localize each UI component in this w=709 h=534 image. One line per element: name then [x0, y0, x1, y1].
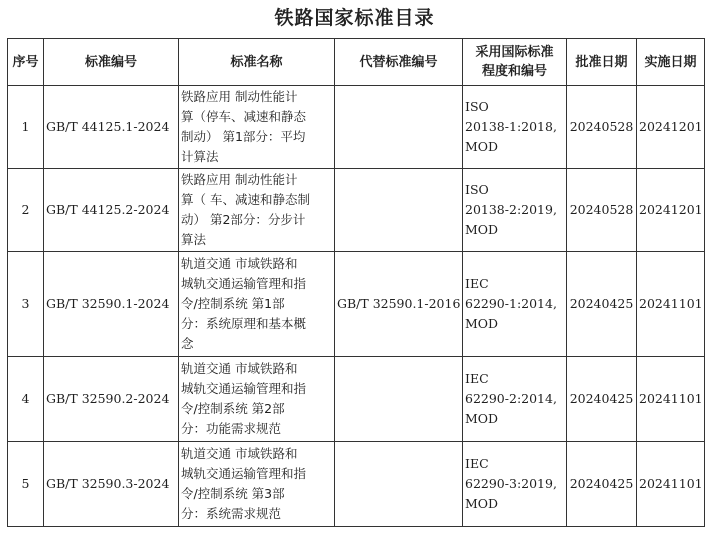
international-standard-line: 20138-2:2019, — [465, 202, 557, 217]
international-standard-line: IEC — [465, 276, 489, 291]
standard-name-line: 分：系统原理和基本概 — [181, 316, 307, 331]
standard-name-line: 分：系统需求规范 — [181, 506, 282, 521]
row-number: 5 — [8, 442, 44, 527]
row-number: 1 — [8, 86, 44, 169]
replaced-standard-code — [335, 86, 463, 169]
header-intl — [463, 39, 567, 86]
table-row — [8, 252, 705, 357]
approval-date: 20240528 — [567, 169, 637, 252]
header-name: 标准名称 — [179, 39, 335, 86]
replaced-standard-code — [335, 169, 463, 252]
international-standard-line: ISO — [465, 99, 489, 114]
standard-name-line: 城轨交通运输管理和指 — [181, 466, 307, 481]
header-intl-line: 程度和编号 — [481, 64, 547, 79]
effective-date: 20241201 — [637, 169, 705, 252]
header-no: 序号 — [8, 39, 44, 86]
standard-code: GB/T 32590.3-2024 — [44, 442, 179, 527]
international-standard — [463, 357, 567, 442]
table-row — [8, 169, 705, 252]
international-standard-line: MOD — [465, 139, 499, 154]
table-header-row — [8, 39, 705, 86]
international-standard — [463, 252, 567, 357]
effective-date: 20241101 — [637, 442, 705, 527]
standard-name-line: 念 — [181, 336, 194, 351]
standard-name-line: 轨道交通 市域铁路和 — [181, 361, 298, 376]
effective-date: 20241101 — [637, 357, 705, 442]
international-standard-line: MOD — [465, 496, 499, 511]
international-standard — [463, 169, 567, 252]
standard-name-line: 动） 第2部分：分步计 — [181, 212, 306, 227]
approval-date: 20240425 — [567, 357, 637, 442]
header-code: 标准编号 — [44, 39, 179, 86]
standard-code: GB/T 32590.1-2024 — [44, 252, 179, 357]
standard-name-line: 算法 — [181, 232, 207, 247]
standard-name-line: 轨道交通 市域铁路和 — [181, 446, 298, 461]
replaced-standard-code: GB/T 32590.1-2016 — [335, 252, 463, 357]
table-row — [8, 442, 705, 527]
standard-name-line: 令/控制系统 第1部 — [181, 296, 285, 311]
standard-code: GB/T 44125.1-2024 — [44, 86, 179, 169]
standard-name — [179, 252, 335, 357]
standard-name-line: 算（ 车、减速和静态制 — [181, 192, 310, 207]
header-approved: 批准日期 — [567, 39, 637, 86]
standard-code: GB/T 44125.2-2024 — [44, 169, 179, 252]
row-number: 3 — [8, 252, 44, 357]
header-effective: 实施日期 — [637, 39, 705, 86]
effective-date: 20241201 — [637, 86, 705, 169]
document-title: 铁路国家标准目录 — [274, 7, 435, 29]
international-standard-line: IEC — [465, 456, 489, 471]
approval-date: 20240528 — [567, 86, 637, 169]
standard-name-line: 制动） 第1部分：平均 — [181, 129, 306, 144]
standards-table — [7, 38, 705, 527]
standard-name — [179, 442, 335, 527]
international-standard-line: 62290-3:2019, — [465, 476, 557, 491]
effective-date: 20241101 — [637, 252, 705, 357]
table-row — [8, 86, 705, 169]
international-standard-line: IEC — [465, 371, 489, 386]
table-row — [8, 357, 705, 442]
international-standard — [463, 442, 567, 527]
international-standard-line: MOD — [465, 411, 499, 426]
international-standard-line: MOD — [465, 222, 499, 237]
replaced-standard-code — [335, 442, 463, 527]
row-number: 4 — [8, 357, 44, 442]
standard-name-line: 轨道交通 市域铁路和 — [181, 256, 298, 271]
header-intl-line: 采用国际标准 — [475, 45, 554, 60]
international-standard-line: 62290-2:2014, — [465, 391, 557, 406]
approval-date: 20240425 — [567, 252, 637, 357]
international-standard — [463, 86, 567, 169]
standard-name-line: 计算法 — [181, 149, 219, 164]
row-number: 2 — [8, 169, 44, 252]
replaced-standard-code — [335, 357, 463, 442]
standard-name — [179, 86, 335, 169]
international-standard-line: 62290-1:2014, — [465, 296, 557, 311]
approval-date: 20240425 — [567, 442, 637, 527]
international-standard-line: ISO — [465, 182, 489, 197]
standard-name-line: 算（停车、减速和静态 — [181, 109, 307, 124]
standard-name-line: 城轨交通运输管理和指 — [181, 276, 307, 291]
standard-name-line: 铁路应用 制动性能计 — [181, 89, 298, 104]
standard-name-line: 令/控制系统 第3部 — [181, 486, 285, 501]
standard-name-line: 铁路应用 制动性能计 — [181, 172, 298, 187]
international-standard-line: MOD — [465, 316, 499, 331]
standard-code: GB/T 32590.2-2024 — [44, 357, 179, 442]
standard-name-line: 分：功能需求规范 — [181, 421, 282, 436]
international-standard-line: 20138-1:2018, — [465, 119, 557, 134]
standard-name-line: 城轨交通运输管理和指 — [181, 381, 307, 396]
standard-name-line: 令/控制系统 第2部 — [181, 401, 285, 416]
header-replaced: 代替标准编号 — [335, 39, 463, 86]
standard-name — [179, 169, 335, 252]
standard-name — [179, 357, 335, 442]
